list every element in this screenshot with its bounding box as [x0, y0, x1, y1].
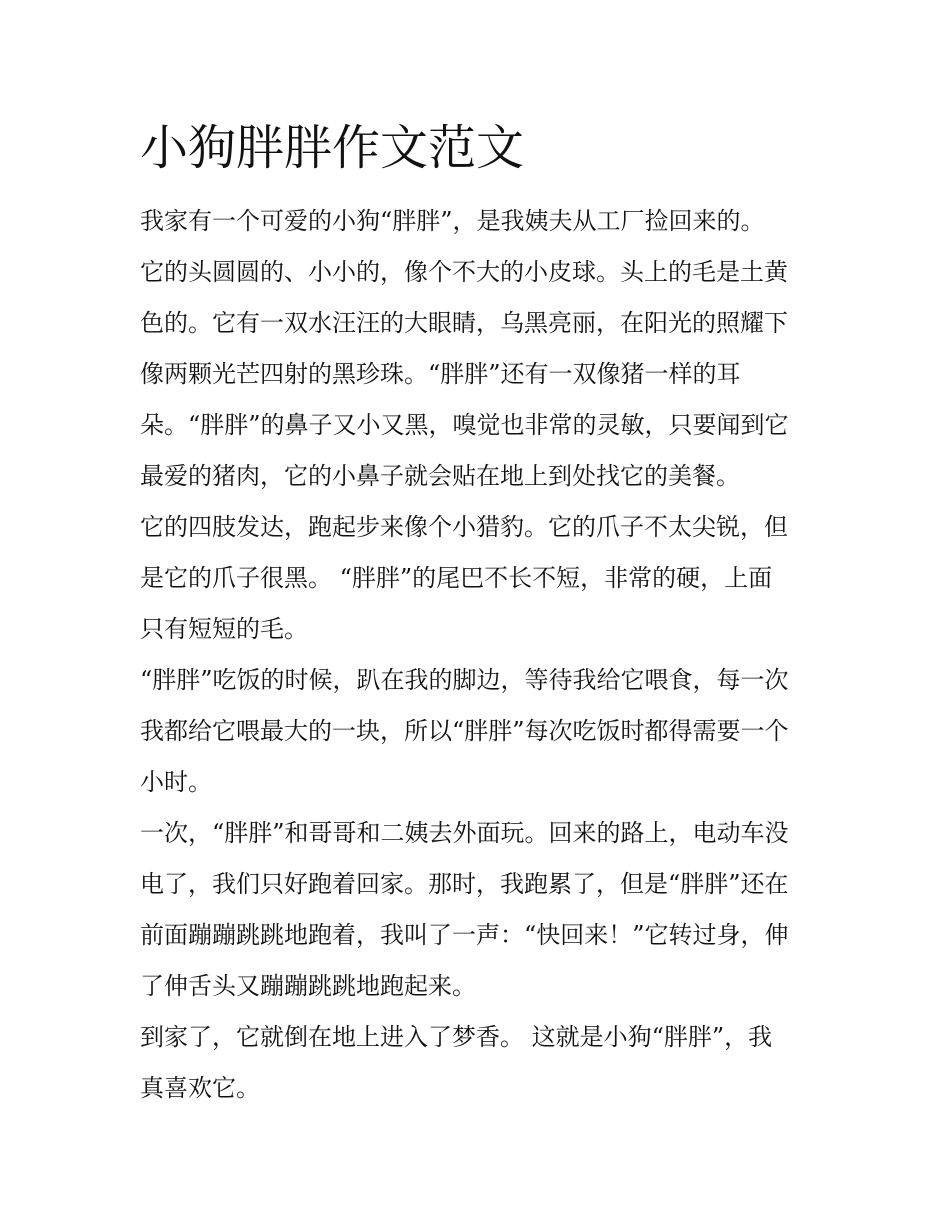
body-line: 朵。“胖胖”的鼻子又小又黑，嗅觉也非常的灵敏，只要闻到它 [140, 411, 789, 439]
body-line: 到家了，它就倒在地上进入了梦香。 这就是小狗“胖胖”，我 [140, 1023, 773, 1051]
document-body [140, 196, 820, 1114]
body-line: 电了，我们只好跑着回家。那时，我跑累了，但是“胖胖”还在 [140, 870, 789, 898]
body-line: 色的。它有一双水汪汪的大眼睛，乌黑亮丽，在阳光的照耀下 [140, 309, 788, 337]
body-line: 它的四肢发达，跑起步来像个小猎豹。它的爪子不太尖锐，但 [140, 513, 788, 541]
body-line: 小时。 [140, 768, 212, 796]
body-line: 我都给它喂最大的一块，所以“胖胖”每次吃饭时都得需要一个 [140, 717, 789, 745]
body-line: 像两颗光芒四射的黑珍珠。“胖胖”还有一双像猪一样的耳 [140, 360, 741, 388]
body-line: 最爱的猪肉，它的小鼻子就会贴在地上到处找它的美餐。 [140, 462, 740, 490]
body-line: 只有短短的毛。 [140, 615, 308, 643]
body-line: 它的头圆圆的、小小的，像个不大的小皮球。头上的毛是土黄 [140, 258, 788, 286]
body-line: 是它的爪子很黑。 “胖胖”的尾巴不长不短，非常的硬，上面 [140, 564, 773, 592]
body-line: 了伸舌头又蹦蹦跳跳地跑起来。 [140, 972, 476, 1000]
body-line: 一次，“胖胖”和哥哥和二姨去外面玩。回来的路上，电动车没 [140, 819, 789, 847]
body-line: 我家有一个可爱的小狗“胖胖”，是我姨夫从工厂捡回来的。 [140, 207, 765, 235]
body-line: 真喜欢它。 [140, 1074, 260, 1102]
document-title: 小狗胖胖作文范文 [140, 120, 525, 176]
body-line: 前面蹦蹦跳跳地跑着，我叫了一声：“快回来！”它转过身，伸 [140, 921, 789, 949]
body-line: “胖胖”吃饭的时候，趴在我的脚边，等待我给它喂食，每一次 [140, 666, 789, 694]
